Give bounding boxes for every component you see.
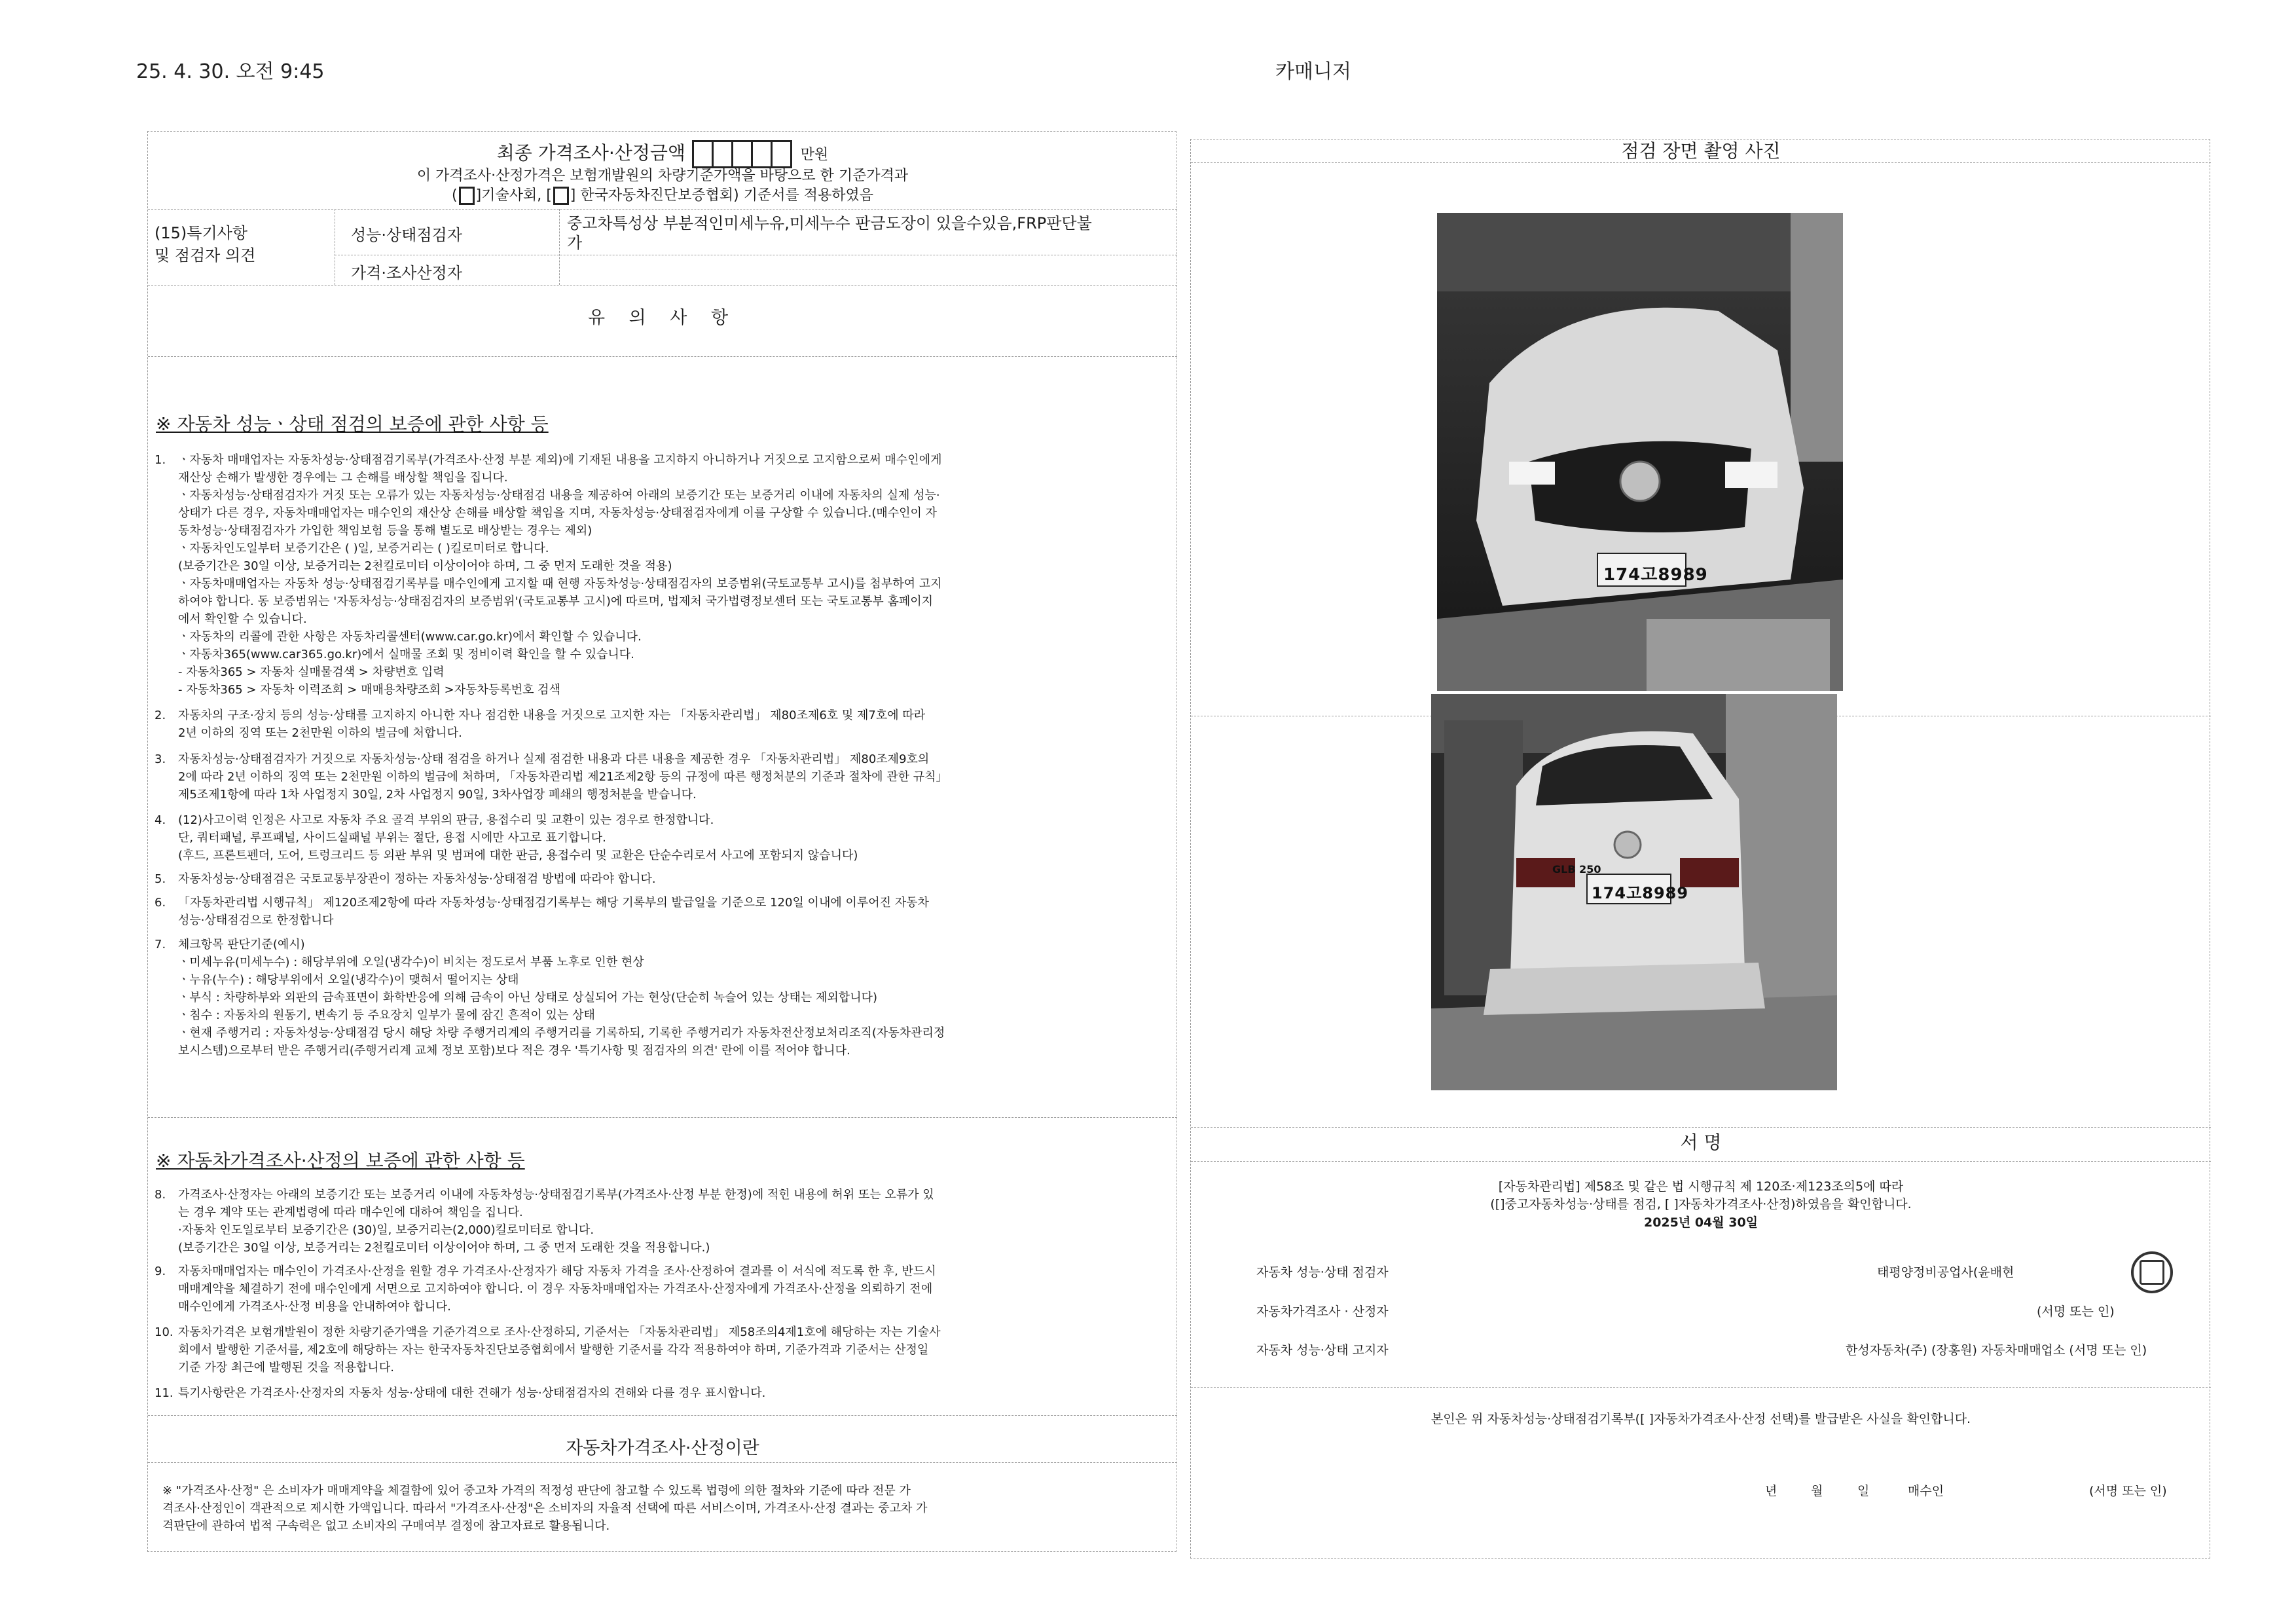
pricer-label: 가격·조사산정자: [351, 264, 462, 282]
month-label: 월: [1811, 1484, 1823, 1498]
special-notes-label-1: (15)특기사항: [155, 224, 248, 242]
buyer-sign-or-seal: (서명 또는 인): [2089, 1484, 2167, 1498]
photos-title: 점검 장면 촬영 사진: [1621, 140, 1781, 162]
plate-number-front: 174고8989: [1603, 565, 1708, 585]
pricing-definition-title: 자동차가격조사·산정이란: [566, 1438, 759, 1458]
inspection-photo-rear: [1431, 694, 1837, 1090]
inspection-photo-front: [1437, 213, 1843, 691]
notice-item-11: 11. 특기사항란은 가격조사·산정자의 자동차 성능·상태에 대한 견해가 성능·상태점검자의 견해와 다를 경우 표시합니다.: [155, 1386, 766, 1400]
model-badge: GLB 250: [1552, 863, 1601, 876]
checkbox-engineers[interactable]: [459, 187, 475, 205]
notice-item-7: 7. 체크항목 판단기준(예시) ㆍ미세누유(미세누수) : 해당부위에 오일(냉각수)이 비치는 정도로서 부품 노후로 인한 현상 ㆍ누유(누수) : 해당부위에서 오일(냉각수)이 맺혀서 떨어지는 상태 ㆍ부식 : 차량하부와 외판의 금속표면이 화학반응에 의해 금속이 아닌 상태로 상실되어 가는 현상(단순히 녹슬어 있는 상태는 제외합니다) ㆍ침수 : 자동차의 원동기, 변속기 등 주요장치 일부가 물에 잠긴 흔적이 있는 상태 ㆍ현재 주행거리 : 자동차성능·상태점검 당시 해당 차량 주행거리계의 주행거리를 기록하되, 기록한 주행거리가 자동차전산정보처리조직(자동차관리정 보시스템)으로부터 받은 주행거리(주행거리계 교체 정보 포함)보다 적은 경우 '특기사항 및 점검자의 의견' 란에 이를 적어야 합니다.: [155, 938, 945, 1058]
sig-label-notifier: 자동차 성능·상태 고지자: [1256, 1343, 1389, 1357]
signature-title: 서 명: [1680, 1132, 1722, 1153]
special-notes-label-2: 및 점검자 의견: [155, 246, 256, 265]
inspector-opinion: 중고차특성상 부분적인미세누유,미세누수 판금도장이 있을수있음,FRP판단불 가: [567, 214, 1092, 252]
plate-number-rear: 174고8989: [1592, 884, 1689, 902]
price-unit: 만원: [800, 147, 829, 163]
notice-item-5: 5. 자동차성능·상태점검은 국토교통부장관이 정하는 자동차성능·상태점검 방법에 따라야 합니다.: [155, 872, 656, 886]
notice-item-4: 4. (12)사고이력 인정은 사고로 자동차 주요 골격 부위의 판금, 용접수리 및 교환이 있는 경우로 한정합니다. 단, 쿼터패널, 루프패널, 사이드실패널 부위는 절단, 용접 시에만 사고로 표기합니다. (후드, 프론트펜더, 도어, 트렁크리드 등 외판 부위 및 범퍼에 대한 판금, 용접수리 및 교환은 단순수리로서 사고에 포함되지 않습니다): [155, 813, 858, 862]
pricing-definition-text: ※ "가격조사·산정" 은 소비자가 매매계약을 체결함에 있어 중고차 가격의 적정성 판단에 참고할 수 있도록 법령에 의한 절차와 기준에 따라 전문 가 격조사·산정인이 객관적으로 제시한 가액입니다. 따라서 "가격조사·산정"은 소비자의 자율적 선택에 따른 서비스이며, 가격조사·산정 결과는 중고차 가 격판단에 관하여 법적 구속력은 없고 소비자의 구매여부 결정에 참고자료로 활용됩니다.: [162, 1484, 928, 1533]
issue-date: 2025년 04월 30일: [1643, 1215, 1758, 1230]
buyer-confirmation: 본인은 위 자동차성능·상태점검기록부([ ]자동차가격조사·산정 선택)를 발급받은 사실을 확인합니다.: [1430, 1412, 1971, 1426]
left-panel: [147, 131, 1176, 1552]
notice-item-2: 2. 자동차의 구조·장치 등의 성능·상태를 고지하지 아니한 자나 점검한 내용을 거짓으로 고지한 자는 「자동차관리법」 제80조제6호 및 제7호에 따라 2년 이하의 징역 또는 2천만원 이하의 벌금에 처합니다.: [155, 709, 926, 740]
day-label: 일: [1857, 1484, 1870, 1498]
sig-value-inspector: 태평양정비공업사(윤배현: [1877, 1265, 2014, 1280]
app-name: 카매니저: [1275, 60, 1351, 83]
buyer-label: 매수인: [1908, 1484, 1944, 1498]
sig-label-pricer: 자동차가격조사 · 산정자: [1256, 1304, 1389, 1319]
sig-value-pricer: (서명 또는 인): [2037, 1304, 2115, 1319]
right-panel: [1190, 139, 2210, 1559]
inspector-label: 성능·상태점검자: [351, 226, 462, 244]
notice-item-9: 9. 자동차매매업자는 매수인이 가격조사·산정을 원할 경우 가격조사·산정자가 해당 자동차 가격을 조사·산정하여 결과를 이 서식에 적도록 한 후, 반드시 매매계약을 체결하기 전에 매수인에게 서면으로 고지하여야 합니다. 이 경우 자동차매매업자는 가격조사·산정자에게 가격조사·산정을 의뢰하기 전에 매수인에게 가격조사·산정 비용을 안내하여야 합니다.: [155, 1264, 936, 1314]
sig-label-inspector: 자동차 성능·상태 점검자: [1256, 1265, 1389, 1280]
notice-item-6: 6. 「자동차관리법 시행규칙」 제120조제2항에 따라 자동차성능·상태점검기록부는 해당 기록부의 발급일을 기준으로 120일 이내에 이루어진 자동차 성능·상태점검으로 한정합니다: [155, 896, 929, 927]
print-timestamp: 25. 4. 30. 오전 9:45: [136, 60, 325, 83]
price-desc-line1: 이 가격조사·산정가격은 보험개발원의 차량기준가액을 바탕으로 한 기준가격과: [416, 168, 909, 184]
notice-item-8: 8. 가격조사·산정자는 아래의 보증기간 또는 보증거리 이내에 자동차성능·상태점검기록부(가격조사·산정 부분 한정)에 적힌 내용에 허위 또는 오류가 있 는 경우 계약 또는 관계법령에 따라 매수인에 대하여 책임을 집니다. ·자동차 인도일로부터 보증기간은 (30)일, 보증거리는(2,000)킬로미터로 합니다. (보증기간은 30일 이상, 보증거리는 2천킬로미터 이상이어야 하며, 그 중 먼저 도래한 것을 적용합니다.): [155, 1188, 934, 1255]
final-price-title: 최종 가격조사·산정금액: [496, 142, 685, 164]
notice-item-10: 10. 자동차가격은 보험개발원이 정한 차량기준가액을 기준가격으로 조사·산정하되, 기준서는 「자동차관리법」 제58조의4제1호에 해당하는 자는 기술사 회에서 발행한 기준서를, 제2호에 해당하는 자는 한국자동차진단보증협회에서 발행한 기준서를 각각 적용하여야 하며, 기준가격과 기준서는 산정일 기준 가장 최근에 발행된 것을 적용합니다.: [155, 1325, 941, 1375]
notice-title: 유 의 사 항: [587, 308, 738, 328]
notice-item-3: 3. 자동차성능·상태점검자가 거짓으로 자동차성능·상태 점검을 하거나 실제 점검한 내용과 다른 내용을 제공한 경우 「자동차관리법」 제80조제9호의 2에 따라 2년 이하의 징역 또는 2천만원 이하의 벌금에 처하며, 「자동차관리법 제21조제2항 등의 규정에 따른 행정처분의 기준과 절차에 관한 규칙」 제5조제1항에 따라 1차 사업정지 30일, 2차 사업정지 90일, 3차사업장 폐쇄의 행정처분을 받습니다.: [155, 752, 948, 802]
section1-title: ※ 자동차 성능ㆍ상태 점검의 보증에 관한 사항 등: [156, 413, 549, 435]
sig-value-notifier: 한성자동차(주) (장홍원) 자동차매매업소 (서명 또는 인): [1846, 1343, 2147, 1357]
law-line-2: ([]중고자동차성능·상태를 점검, [ ]자동차가격조사·산정)하였음을 확인합니다.: [1490, 1197, 1912, 1211]
law-line-1: [자동차관리법] 제58조 및 같은 법 시행규칙 제 120조·제123조의5에 따라: [1498, 1179, 1904, 1194]
year-label: 년: [1765, 1484, 1777, 1498]
final-price-row: [148, 139, 1177, 168]
checkbox-association[interactable]: [553, 187, 569, 205]
section2-title: ※ 자동차가격조사·산정의 보증에 관한 사항 등: [156, 1150, 525, 1172]
inspector-seal-icon: [2131, 1251, 2173, 1293]
notice-item-1: 1. ㆍ자동차 매매업자는 자동차성능·상태점검기록부(가격조사·산정 부분 제외)에 기재된 내용을 고지하지 아니하거나 거짓으로 고지함으로써 매수인에게 재산상 손해가 발생한 경우에는 그 손해를 배상할 책임을 집니다. ㆍ자동차성능·상태점검자가 거짓 또는 오류가 있는 자동차성능·상태점검 내용을 제공하여 아래의 보증기간 또는 보증거리 이내에 자동차의 실제 성능· 상태가 다른 경우, 자동차매매업자는 매수인의 재산상 손해를 배상할 책임을 지며, 자동차성능·상태점검자에게 이를 구상할 수 있습니다.(매수인이 자 동차성능·상태점검자가 가입한 책임보험 등을 통해 별도로 배상받는 경우는 제외) ㆍ자동차인도일부터 보증기간은 ( )일, 보증거리는 ( )킬로미터로 합니다. (보증기간은 30일 이상, 보증거리는 2천킬로미터 이상이어야 하며, 그 중 먼저 도래한 것을 적용) ㆍ자동차매매업자는 자동차 성능·상태점검기록부를 매수인에게 고지할 때 현행 자동차성능·상태점검자의 보증범위(국토교통부 고시)를 첨부하여 고지 하여야 합니다. 동 보증범위는 '자동차성능·상태점검자의 보증범위'(국토교통부 고시)에 따르며, 법제처 국가법령정보센터 또는 국토교통부 홈페이지 에서 확인할 수 있습니다. ㆍ자동차의 리콜에 관한 사항은 자동차리콜센터(www.car.go.kr)에서 확인할 수 있습니다. ㆍ자동차365(www.car365.go.kr)에서 실매물 조회 및 정비이력 확인을 할 수 있습니다. - 자동차365 > 자동차 실매물검색 > 차량번호 입력 - 자동차365 > 자동차 이력조회 > 매매용차량조회 >자동차등록번호 검색: [155, 453, 942, 697]
price-desc-line2: ( ]기술사회, [ ] 한국자동차진단보증협회) 기준서를 적용하였음: [452, 187, 873, 204]
